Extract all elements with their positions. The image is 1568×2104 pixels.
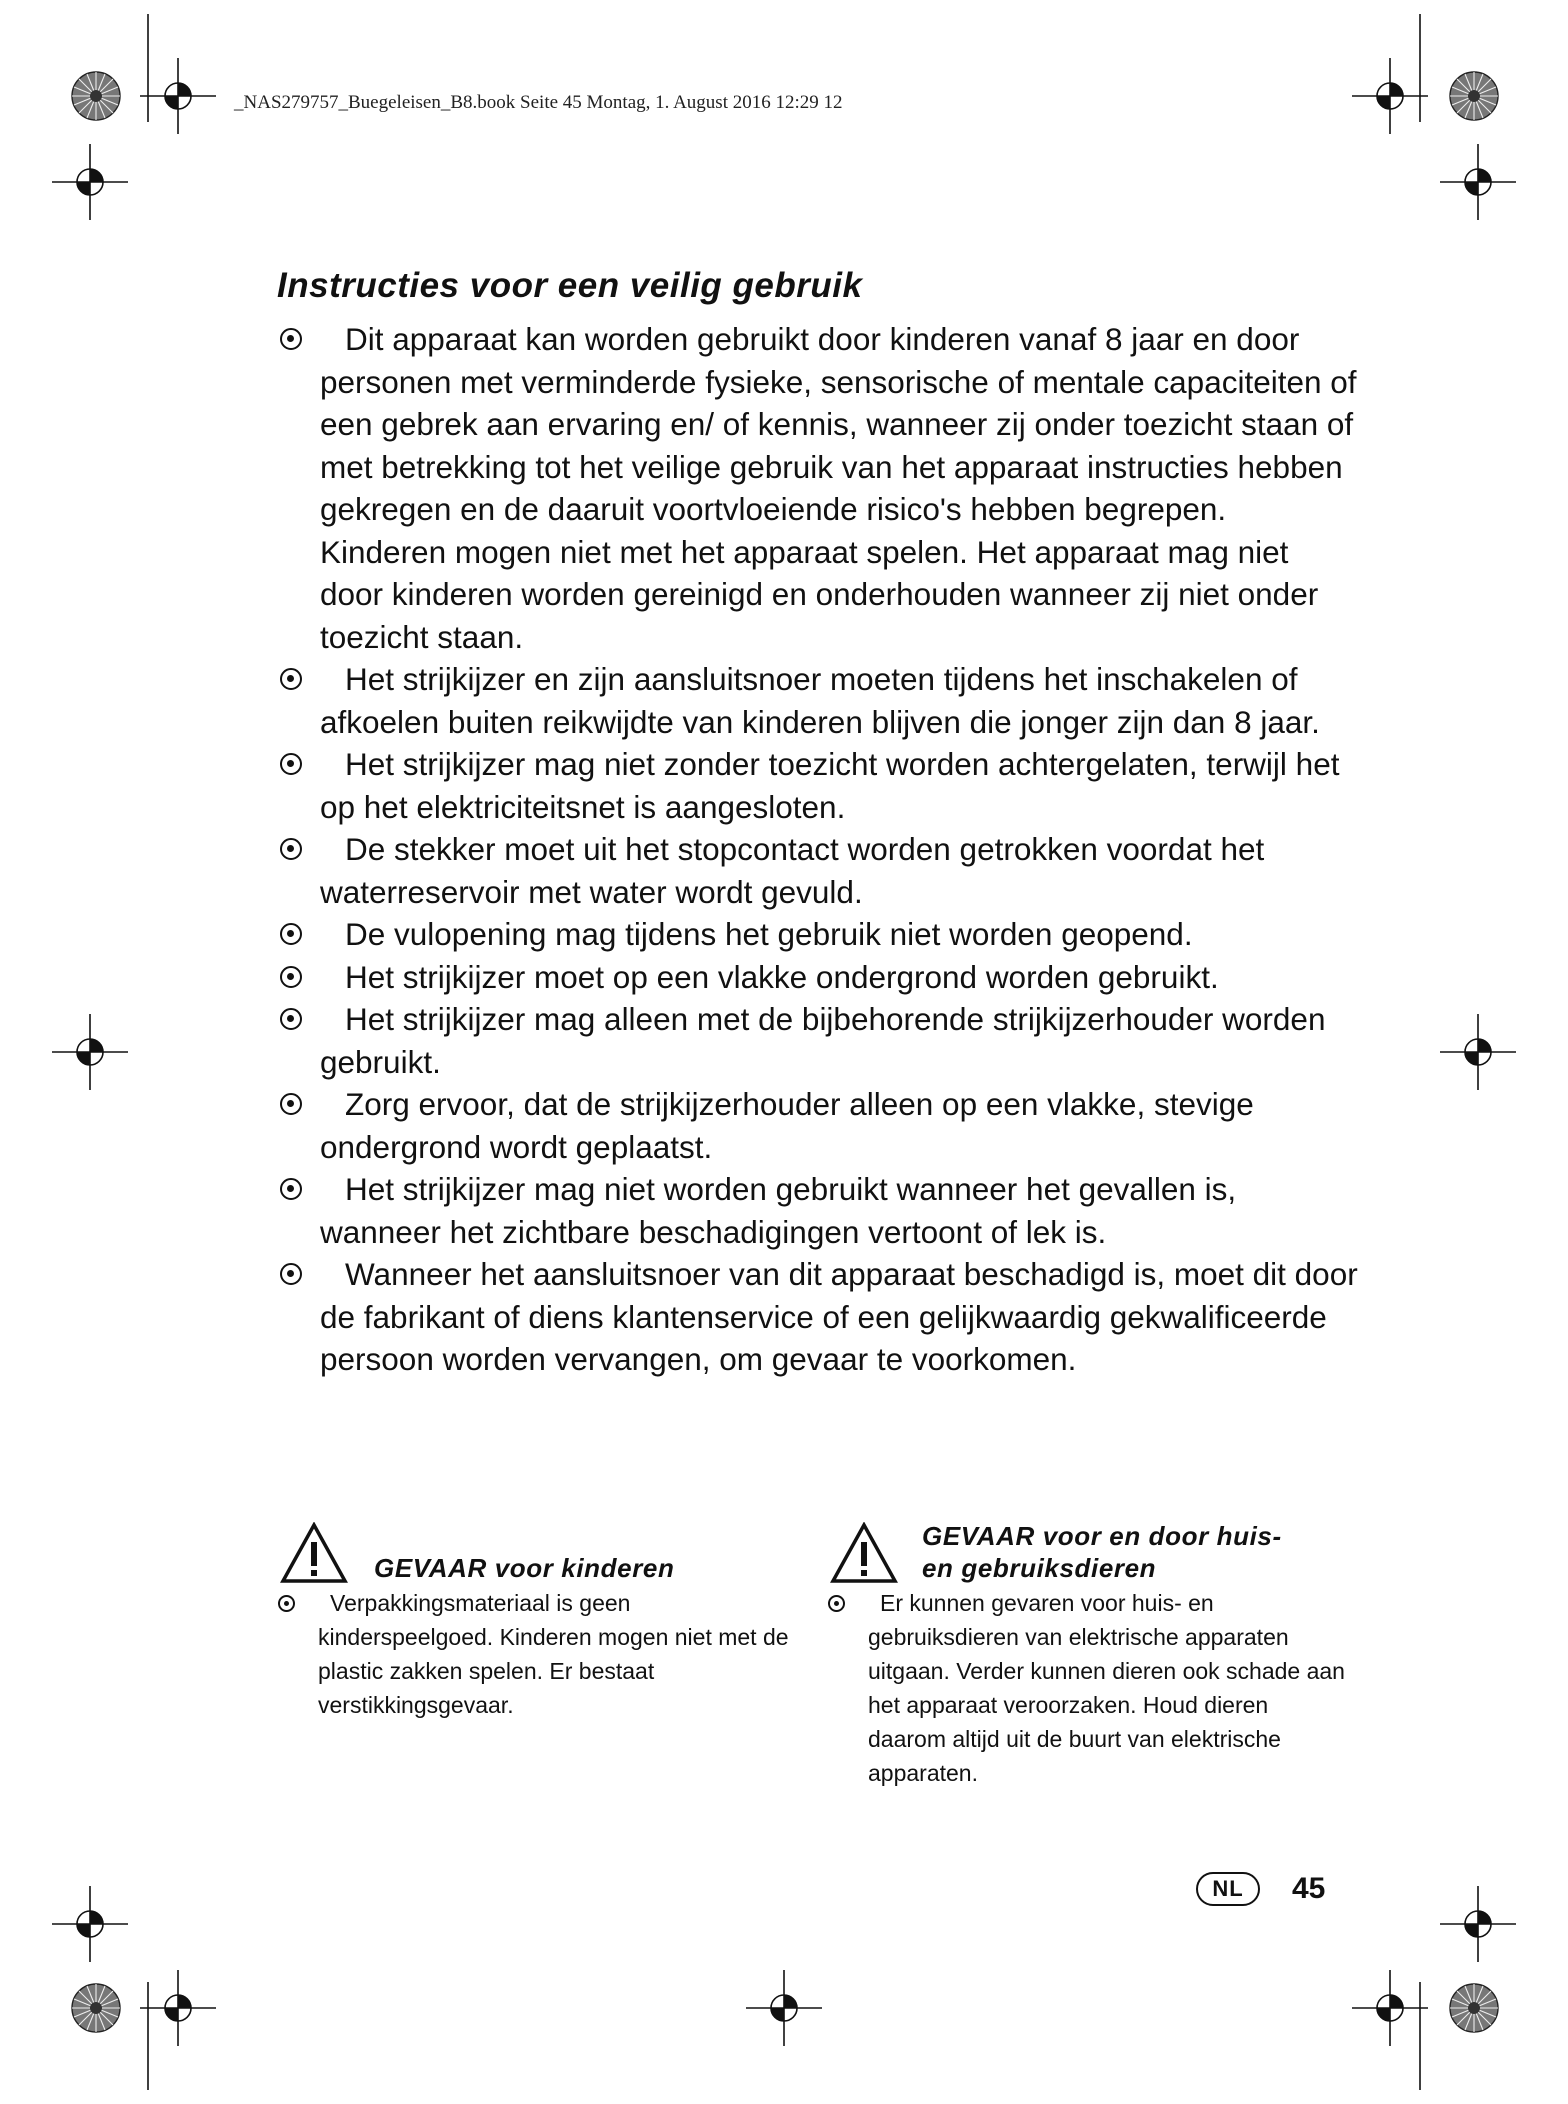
bullet-icon — [280, 1263, 302, 1285]
list-item: Het strijkijzer moet op een vlakke ondergrond worden gebruikt. — [280, 956, 1360, 999]
list-item: Het strijkijzer en zijn aansluitsnoer moeten tijdens het inschakelen of afkoelen buiten reikwijdte van kinderen blijven die jonger zijn dan 8 jaar. — [280, 658, 1360, 743]
warning-children-title: GEVAAR voor kinderen — [374, 1553, 675, 1583]
list-item: De vulopening mag tijdens het gebruik niet worden geopend. — [280, 913, 1360, 956]
bullet-icon — [280, 923, 302, 945]
warning-animals — [820, 1520, 1360, 1790]
bullet-icon — [828, 1595, 845, 1612]
bullet-icon — [280, 328, 302, 350]
list-item: Dit apparaat kan worden gebruikt door kinderen vanaf 8 jaar en door personen met verminderde fysieke, sensorische of mentale capaciteiten of een gebrek aan ervaring en/ of kennis, wanneer zij onder toezicht staan of met betrekking tot het veilige gebruik van het apparaat instructies hebben gekregen en de daaruit voortvloeiende risico's hebben begrepen. Kinderen mogen niet met het apparaat spelen. Het apparaat mag niet door kinderen worden gereinigd en onderhouden wanneer zij niet onder toezicht staan. — [280, 318, 1360, 658]
list-item: Wanneer het aansluitsnoer van dit apparaat beschadigd is, moet dit door de fabrikant of diens klantenservice of een gelijkwaardig gekwalificeerde persoon worden vervangen, om gevaar te voorkomen. — [280, 1253, 1360, 1381]
warning-children — [270, 1520, 810, 1720]
warning-children-text: Verpakkingsmateriaal is geen kinderspeelgoed. Kinderen mogen niet met de plastic zakken spelen. Er bestaat verstikkingsgevaar. — [318, 1590, 789, 1718]
list-item: De stekker moet uit het stopcontact worden getrokken voordat het waterreservoir met water wordt gevuld. — [280, 828, 1360, 913]
list-item: Zorg ervoor, dat de strijkijzerhouder alleen op een vlakke, stevige ondergrond wordt geplaatst. — [280, 1083, 1360, 1168]
warning-animals-text: Er kunnen gevaren voor huis- en gebruiksdieren van elektrische apparaten uitgaan. Verder kunnen dieren ook schade aan het apparaat veroorzaken. Houd dieren daarom altijd uit de buurt van elektrische apparaten. — [868, 1590, 1345, 1786]
bullet-icon — [280, 966, 302, 988]
bullet-icon — [280, 668, 302, 690]
list-item: Het strijkijzer mag alleen met de bijbehorende strijkijzerhouder worden gebruikt. — [280, 998, 1360, 1083]
warning-animals-title: GEVAAR voor en door huis- en gebruiksdieren — [922, 1521, 1282, 1583]
bullet-icon — [280, 838, 302, 860]
safety-instructions-list — [280, 318, 1360, 1381]
list-item: Het strijkijzer mag niet worden gebruikt wanneer het gevallen is, wanneer het zichtbare beschadigingen vertoont of lek is. — [280, 1168, 1360, 1253]
bullet-icon — [280, 1008, 302, 1030]
book-header: _NAS279757_Buegeleisen_B8.book Seite 45 Montag, 1. August 2016 12:29 12 — [234, 92, 843, 113]
page-title: Instructies voor een veilig gebruik — [277, 266, 863, 305]
bullet-icon — [280, 753, 302, 775]
page-number: 45 — [1292, 1872, 1326, 1905]
warning-triangle-icon — [280, 1522, 348, 1584]
bullet-icon — [278, 1595, 295, 1612]
language-badge: NL — [1196, 1872, 1260, 1906]
bullet-icon — [280, 1178, 302, 1200]
bullet-icon — [280, 1093, 302, 1115]
warning-triangle-icon — [830, 1522, 898, 1584]
page-footer — [1196, 1872, 1325, 1906]
list-item: Het strijkijzer mag niet zonder toezicht worden achtergelaten, terwijl het op het elektriciteitsnet is aangesloten. — [280, 743, 1360, 828]
